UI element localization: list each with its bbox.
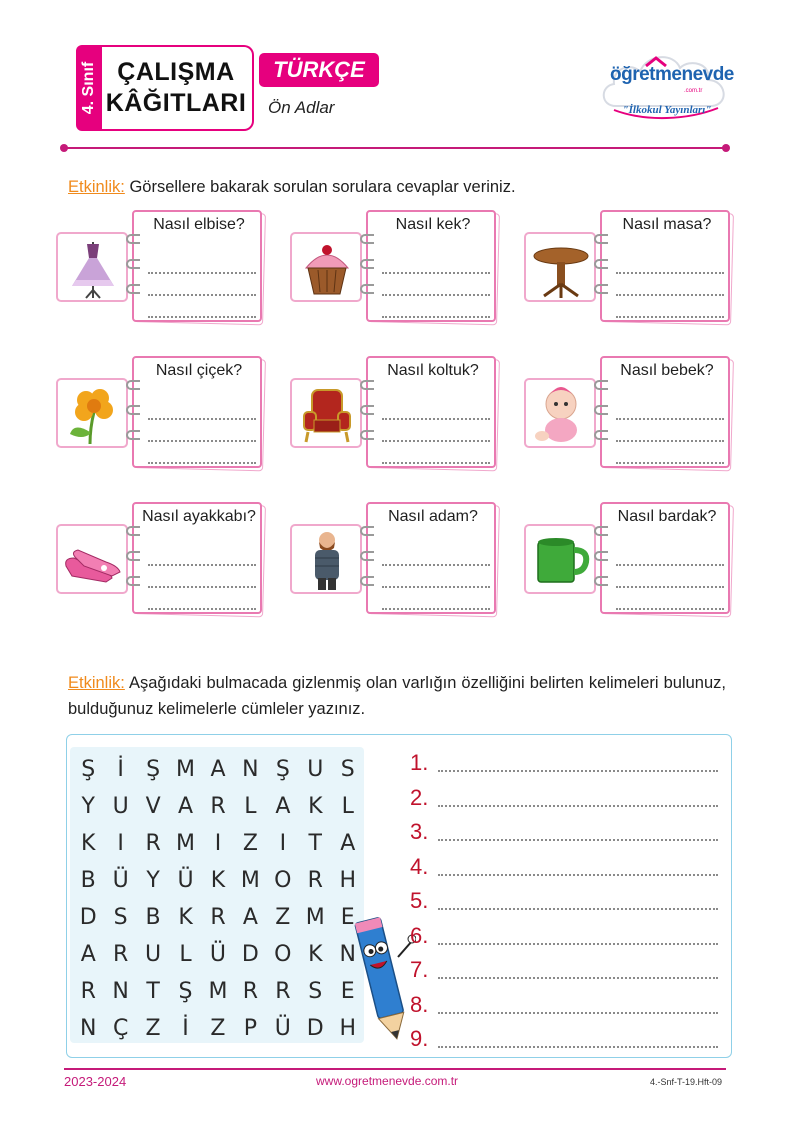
binder-ring-icon <box>126 405 140 415</box>
grid-row <box>72 788 364 825</box>
activity2-lead: Etkinlik: <box>68 674 125 692</box>
card-picture <box>524 378 596 448</box>
binder-ring-icon <box>594 234 608 244</box>
answer-dotted-line[interactable] <box>616 462 724 464</box>
grid-letter[interactable]: R <box>145 831 161 856</box>
grid-letter[interactable]: R <box>242 979 259 1004</box>
binder-ring-icon <box>594 259 608 269</box>
answer-dotted-line[interactable] <box>438 977 718 979</box>
answer-dotted-line[interactable] <box>382 440 490 442</box>
binder-ring-icon <box>126 234 140 244</box>
grid-letter[interactable]: O <box>274 868 292 893</box>
question-card <box>56 210 268 328</box>
grid-letter[interactable]: A <box>242 905 258 930</box>
notepad <box>132 210 262 322</box>
answer-dotted-line[interactable] <box>438 943 718 945</box>
grid-letter[interactable]: I <box>279 831 287 856</box>
binder-ring-icon <box>360 234 374 244</box>
card-picture <box>56 232 128 302</box>
answer-dotted-line[interactable] <box>616 440 724 442</box>
binder-rings <box>126 234 140 309</box>
grid-letter[interactable]: Ü <box>112 868 129 893</box>
grid-letter[interactable]: K <box>81 831 96 856</box>
title-line-1: ÇALIŞMA <box>117 58 235 86</box>
man-icon <box>294 528 360 592</box>
answer-dotted-line[interactable] <box>148 564 256 566</box>
answer-dotted-line[interactable] <box>616 564 724 566</box>
grid-letter[interactable]: İ <box>117 757 124 782</box>
grid-letter[interactable]: B <box>80 868 96 893</box>
question-card <box>524 356 736 474</box>
grade-tab <box>76 45 102 131</box>
activity2-text: Aşağıdaki bulmacada gizlenmiş olan varlığın özelliğini belirten kelimeleri bulunuz, bulduğunuz kelimelerle cümleler yazınız. <box>68 674 726 718</box>
card-question: Nasıl bardak? <box>617 508 717 525</box>
binder-ring-icon <box>126 526 140 536</box>
logo-subtitle: "İlkokul Yayınları" <box>622 104 712 116</box>
grid-letter[interactable]: N <box>339 942 356 967</box>
answer-dotted-line[interactable] <box>438 874 718 876</box>
grid-letter[interactable]: Z <box>145 1016 161 1041</box>
grid-letter[interactable]: M <box>176 831 196 856</box>
answer-number: 2. <box>410 784 429 810</box>
card-picture <box>524 524 596 594</box>
grid-row <box>72 825 364 862</box>
grid-letter[interactable]: Y <box>146 868 160 893</box>
activity1-text: Görsellere bakarak sorulan sorulara cevaplar veriniz. <box>124 178 516 196</box>
grid-letter[interactable]: I <box>214 831 222 856</box>
card-question: Nasıl koltuk? <box>387 362 479 379</box>
answer-number: 3. <box>410 819 429 844</box>
grid-letter[interactable]: I <box>117 831 124 856</box>
binder-ring-icon <box>360 380 374 390</box>
subject-badge: TÜRKÇE <box>259 53 379 87</box>
grid-letter[interactable]: E <box>340 979 355 1004</box>
grid-letter[interactable]: Z <box>210 1016 226 1041</box>
binder-ring-icon <box>594 430 608 440</box>
grid-letter[interactable]: A <box>275 794 291 819</box>
binder-ring-icon <box>594 551 608 561</box>
binder-rings <box>360 380 374 455</box>
grid-letter[interactable]: S <box>308 979 323 1004</box>
answer-dotted-line[interactable] <box>438 1046 718 1048</box>
grid-letter[interactable]: Z <box>275 905 291 930</box>
binder-ring-icon <box>360 430 374 440</box>
answer-row <box>410 815 718 845</box>
grid-letter[interactable]: Z <box>242 831 258 856</box>
grid-letter[interactable]: Ü <box>209 942 227 967</box>
answer-dotted-line[interactable] <box>382 462 490 464</box>
grid-letter[interactable]: Ş <box>146 757 161 782</box>
answer-number: 1. <box>410 750 429 775</box>
mug-icon <box>528 528 594 592</box>
binder-ring-icon <box>360 259 374 269</box>
grid-letter[interactable]: U <box>307 757 324 782</box>
binder-ring-icon <box>126 259 140 269</box>
answer-dotted-line[interactable] <box>382 316 490 318</box>
grid-letter[interactable]: K <box>308 794 323 819</box>
answer-row <box>410 988 718 1018</box>
card-picture <box>290 232 362 302</box>
grid-letter[interactable]: U <box>145 942 162 967</box>
binder-ring-icon <box>594 284 608 294</box>
notepad <box>366 356 496 468</box>
card-question: Nasıl kek? <box>395 216 471 233</box>
binder-ring-icon <box>360 526 374 536</box>
grid-letter[interactable]: S <box>340 757 355 782</box>
answer-dotted-line[interactable] <box>382 418 490 420</box>
grid-letter[interactable]: Ç <box>112 1016 129 1041</box>
grid-letter[interactable]: K <box>308 942 323 967</box>
grid-letter[interactable]: R <box>210 794 226 819</box>
question-card <box>524 502 736 620</box>
answer-number: 8. <box>410 991 429 1017</box>
notepad <box>600 210 730 322</box>
card-picture <box>524 232 596 302</box>
footer-code: 4.-Snf-T-19.Hft-09 <box>650 1077 723 1087</box>
answer-dotted-line[interactable] <box>148 586 256 588</box>
notepad <box>366 210 496 322</box>
grid-letter[interactable]: M <box>176 757 196 782</box>
binder-ring-icon <box>594 576 608 586</box>
activity1-instruction <box>68 174 728 200</box>
footer-year: 2023-2024 <box>64 1074 127 1089</box>
question-card <box>290 356 502 474</box>
grid-letter[interactable]: V <box>145 794 161 819</box>
answer-dotted-line[interactable] <box>616 294 724 296</box>
grid-row <box>72 862 364 899</box>
binder-rings <box>126 380 140 455</box>
flower-icon <box>60 382 126 446</box>
card-question: Nasıl elbise? <box>153 216 245 233</box>
answer-dotted-line[interactable] <box>616 418 724 420</box>
footer-divider <box>64 1068 726 1070</box>
binder-ring-icon <box>360 551 374 561</box>
answer-dotted-line[interactable] <box>616 272 724 274</box>
table-icon <box>528 236 594 300</box>
answer-dotted-line[interactable] <box>382 608 490 610</box>
activity2-instruction <box>68 670 726 722</box>
footer-url[interactable]: www.ogretmenevde.com.tr <box>316 1074 459 1088</box>
logo-domain: .com.tr <box>684 88 703 94</box>
binder-ring-icon <box>360 405 374 415</box>
answer-number: 7. <box>410 957 429 982</box>
answer-dotted-line[interactable] <box>148 418 256 420</box>
grid-letter[interactable]: K <box>210 868 226 893</box>
title-line-2: KÂĞITLARI <box>105 89 247 117</box>
answer-row <box>410 781 718 811</box>
binder-ring-icon <box>126 430 140 440</box>
grid-letter[interactable]: Ş <box>81 757 96 782</box>
card-question: Nasıl bebek? <box>620 362 714 379</box>
binder-rings <box>594 234 608 309</box>
question-card <box>290 210 502 328</box>
grid-letter[interactable]: M <box>305 905 325 930</box>
grid-letter[interactable]: O <box>274 942 292 967</box>
grid-letter[interactable]: P <box>243 1016 258 1041</box>
answer-dotted-line[interactable] <box>148 316 256 318</box>
grid-letter[interactable]: R <box>113 942 129 967</box>
answer-dotted-line[interactable] <box>148 608 256 610</box>
grid-letter[interactable]: A <box>80 942 96 967</box>
grid-letter[interactable]: D <box>79 905 97 930</box>
answer-row <box>410 1022 718 1052</box>
grid-letter[interactable]: M <box>208 979 228 1004</box>
card-picture <box>56 378 128 448</box>
answer-dotted-line[interactable] <box>438 770 718 772</box>
answer-number: 4. <box>410 853 429 879</box>
binder-ring-icon <box>594 405 608 415</box>
answer-row <box>410 884 718 914</box>
binder-ring-icon <box>360 576 374 586</box>
grid-letter[interactable]: A <box>210 757 226 782</box>
grid-letter[interactable]: K <box>178 905 193 930</box>
grid-letter[interactable]: H <box>339 1016 356 1041</box>
pencil-mascot-icon <box>350 905 416 1045</box>
notepad <box>366 502 496 614</box>
binder-rings <box>360 526 374 601</box>
binder-ring-icon <box>360 284 374 294</box>
binder-rings <box>594 380 608 455</box>
question-card <box>56 356 268 474</box>
grid-letter[interactable]: A <box>178 794 194 819</box>
answer-dotted-line[interactable] <box>438 908 718 910</box>
grid-row <box>72 751 364 788</box>
grid-letter[interactable]: A <box>340 831 356 856</box>
grid-letter[interactable]: L <box>244 794 257 819</box>
armchair-icon <box>294 382 360 446</box>
topic-label: Ön Adlar <box>268 98 335 117</box>
question-card <box>524 210 736 328</box>
activity1-lead: Etkinlik: <box>68 178 125 196</box>
notepad <box>132 356 262 468</box>
grid-letter[interactable]: N <box>242 757 259 782</box>
answer-dotted-line[interactable] <box>148 462 256 464</box>
card-question: Nasıl çiçek? <box>155 362 243 379</box>
word-search-grid <box>70 747 364 1043</box>
grid-row <box>72 1010 364 1047</box>
answer-number: 6. <box>410 922 429 948</box>
answer-row <box>410 953 718 983</box>
binder-rings <box>126 526 140 601</box>
answer-dotted-line[interactable] <box>148 294 256 296</box>
grid-letter[interactable]: M <box>240 868 260 893</box>
grid-letter[interactable]: N <box>112 979 129 1004</box>
card-question: Nasıl ayakkabı? <box>142 508 256 525</box>
grid-row <box>72 936 364 973</box>
grid-letter[interactable]: L <box>341 794 354 819</box>
answer-row <box>410 746 718 776</box>
grid-letter[interactable]: Ş <box>178 979 193 1004</box>
notepad <box>600 502 730 614</box>
grid-letter[interactable]: D <box>241 942 259 967</box>
binder-ring-icon <box>594 380 608 390</box>
binder-ring-icon <box>126 551 140 561</box>
card-picture <box>290 378 362 448</box>
binder-ring-icon <box>126 380 140 390</box>
notepad <box>600 356 730 468</box>
binder-ring-icon <box>126 576 140 586</box>
card-picture <box>290 524 362 594</box>
answer-dotted-line[interactable] <box>382 586 490 588</box>
card-question: Nasıl adam? <box>388 508 478 525</box>
answer-number: 5. <box>410 888 429 913</box>
answer-dotted-line[interactable] <box>148 272 256 274</box>
answer-dotted-line[interactable] <box>382 294 490 296</box>
binder-rings <box>594 526 608 601</box>
card-question: Nasıl masa? <box>622 216 712 233</box>
grid-letter[interactable]: R <box>275 979 291 1004</box>
grid-letter[interactable]: U <box>112 794 129 819</box>
notepad <box>132 502 262 614</box>
answer-dotted-line[interactable] <box>438 1012 718 1014</box>
grid-letter[interactable]: R <box>210 905 226 930</box>
answer-dotted-line[interactable] <box>616 316 724 318</box>
grid-letter[interactable]: S <box>113 905 128 930</box>
logo-word: öğretmenevde <box>610 64 734 85</box>
answer-dotted-line[interactable] <box>382 564 490 566</box>
grid-letter[interactable]: R <box>80 979 96 1004</box>
answer-dotted-line[interactable] <box>438 839 718 841</box>
header-divider <box>64 147 726 149</box>
dress-icon <box>60 236 126 300</box>
answer-row <box>410 850 718 880</box>
grid-row <box>72 899 364 936</box>
answer-dotted-line[interactable] <box>382 272 490 274</box>
question-card <box>290 502 502 620</box>
grid-row <box>72 973 364 1010</box>
grid-letter[interactable]: Ş <box>275 757 290 782</box>
grid-letter[interactable]: E <box>340 905 355 930</box>
answer-dotted-line[interactable] <box>616 586 724 588</box>
grid-letter[interactable]: B <box>145 905 161 930</box>
shoes-icon <box>60 528 126 592</box>
binder-ring-icon <box>126 284 140 294</box>
grid-letter[interactable]: D <box>306 1016 324 1041</box>
binder-ring-icon <box>594 526 608 536</box>
question-card <box>56 502 268 620</box>
grid-letter[interactable]: Ü <box>177 868 194 893</box>
card-picture <box>56 524 128 594</box>
answer-dotted-line[interactable] <box>616 608 724 610</box>
cupcake-icon <box>294 236 360 300</box>
binder-rings <box>360 234 374 309</box>
grid-letter[interactable]: T <box>308 831 322 856</box>
grid-letter[interactable]: R <box>307 868 323 893</box>
answer-row <box>410 919 718 949</box>
answer-dotted-line[interactable] <box>148 440 256 442</box>
baby-icon <box>528 382 594 446</box>
grade-label: 4. Sınıf <box>80 61 98 115</box>
grid-letter[interactable]: T <box>146 979 160 1004</box>
answer-number: 9. <box>410 1026 429 1051</box>
grid-letter[interactable]: Y <box>81 794 95 819</box>
answer-dotted-line[interactable] <box>438 805 718 807</box>
grid-letter[interactable]: H <box>339 868 356 893</box>
title-box <box>100 45 254 131</box>
grid-letter[interactable]: L <box>179 942 192 967</box>
grid-letter[interactable]: Ü <box>274 1016 291 1041</box>
grid-letter[interactable]: N <box>79 1016 97 1041</box>
grid-letter[interactable]: İ <box>182 1016 189 1041</box>
